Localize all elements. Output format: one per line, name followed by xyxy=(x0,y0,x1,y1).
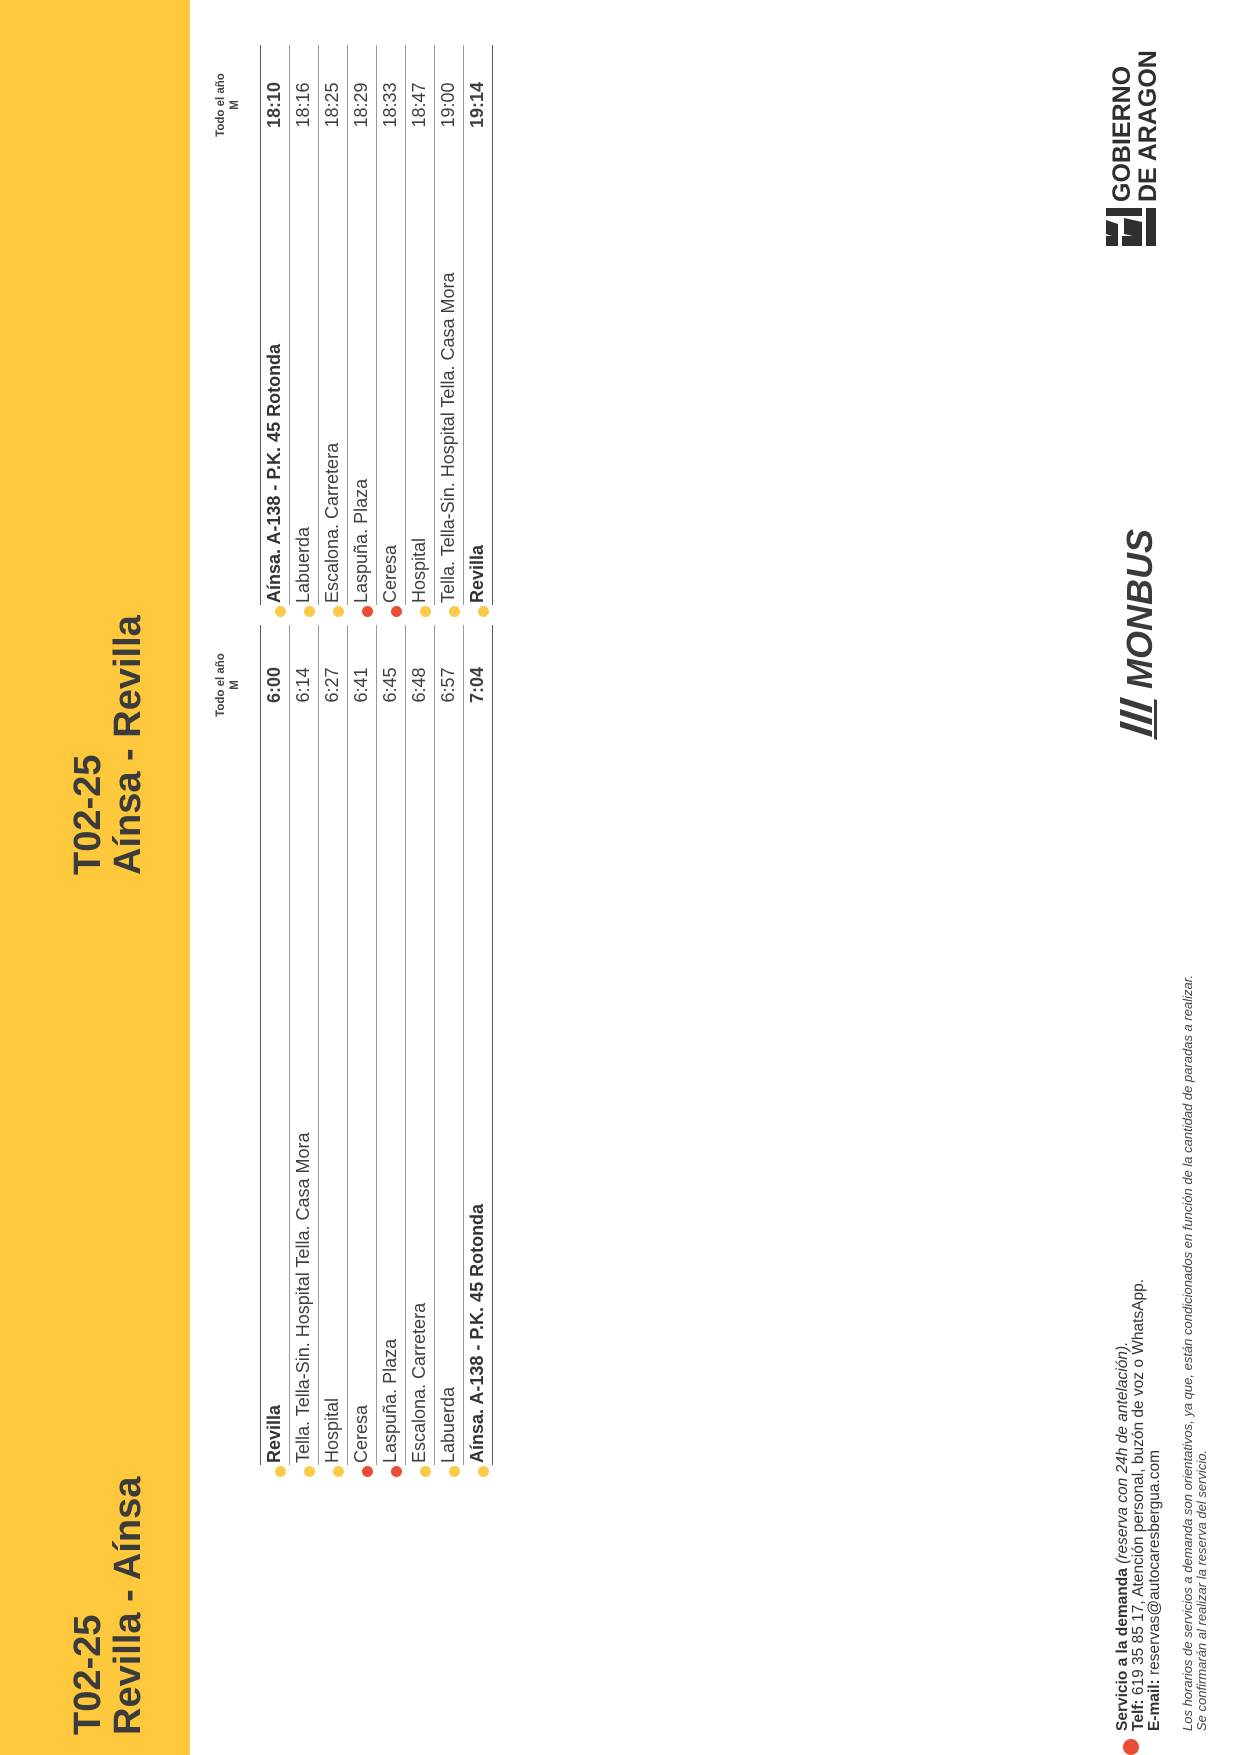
stop-time: 6:27 xyxy=(322,667,342,703)
stop-dot-icon xyxy=(304,1466,315,1477)
stop-name: Labuerda xyxy=(438,1386,458,1463)
table-row xyxy=(435,625,464,1465)
stop-name: Aínsa. A-138 - P.K. 45 Rotonda xyxy=(467,1203,487,1463)
route-1-title xyxy=(68,1477,148,1735)
stop-name: Escalona. Carretera xyxy=(322,442,342,603)
stop-name: Laspuña. Plaza xyxy=(380,1338,400,1463)
table-row xyxy=(319,625,348,1465)
on-demand-dot-icon xyxy=(362,1466,373,1477)
route-2-title xyxy=(68,615,148,875)
column-header xyxy=(214,45,242,165)
stop-time: 18:25 xyxy=(322,82,342,128)
stop-name: Tella. Tella-Sin. Hospital Tella. Casa Mora xyxy=(438,272,458,603)
stop-name: Ceresa xyxy=(380,544,400,603)
monbus-wordmark: MONBUS xyxy=(1119,529,1160,689)
stop-dot-icon xyxy=(478,1466,489,1477)
table-row xyxy=(260,45,290,605)
stop-time: 6:48 xyxy=(409,667,429,703)
gobierno-line-1: GOBIERNO xyxy=(1108,65,1136,202)
stop-dot-icon xyxy=(478,606,489,617)
table-row xyxy=(290,45,319,605)
stop-time: 6:00 xyxy=(264,666,284,704)
stop-rows xyxy=(260,45,493,605)
stop-dot-icon xyxy=(275,606,286,617)
stop-name: Aínsa. A-138 - P.K. 45 Rotonda xyxy=(264,343,284,603)
route-name: Aínsa - Revilla xyxy=(107,615,149,875)
route-code: T02-25 xyxy=(67,1614,109,1735)
stop-rows xyxy=(260,625,493,1465)
stop-name: Labuerda xyxy=(293,526,313,603)
table-row xyxy=(377,625,406,1465)
stop-name: Laspuña. Plaza xyxy=(351,478,371,603)
stop-time: 18:29 xyxy=(351,82,371,128)
disclaimer-line-1: Los horarios de servicios a demanda son orientativos, ya que, están condicionados en función de la cantidad de paradas a realizar. xyxy=(1180,974,1195,1731)
header-season: Todo el año xyxy=(215,653,227,717)
on-demand-dot-icon xyxy=(391,1466,402,1477)
stop-time: 18:10 xyxy=(264,81,284,129)
on-demand-dot-icon xyxy=(362,606,373,617)
route-name: Revilla - Aínsa xyxy=(107,1476,149,1735)
header-code: M xyxy=(229,100,241,110)
disclaimer-line-2: Se confirmarán al realizar la reserva del servicio. xyxy=(1193,1449,1209,1731)
table-row xyxy=(348,625,377,1465)
table-row xyxy=(348,45,377,605)
stop-dot-icon xyxy=(420,1466,431,1477)
route-code: T02-25 xyxy=(67,754,109,875)
stop-name: Ceresa xyxy=(351,1404,371,1463)
footer-contact xyxy=(1115,1279,1163,1731)
aragon-emblem-icon xyxy=(1106,208,1156,246)
email-text: reservas@autocaresbergua.com xyxy=(1146,1449,1163,1675)
stop-dot-icon xyxy=(449,606,460,617)
stop-time: 6:14 xyxy=(293,667,313,703)
stop-time: 7:04 xyxy=(467,666,487,704)
stop-time: 18:16 xyxy=(293,82,313,128)
table-row xyxy=(260,625,290,1465)
stop-time: 19:14 xyxy=(467,81,487,129)
stop-dot-icon xyxy=(333,1466,344,1477)
stop-name: Hospital xyxy=(409,537,429,603)
stop-name: Revilla xyxy=(467,544,487,603)
stop-dot-icon xyxy=(420,606,431,617)
header-code: M xyxy=(229,680,241,690)
stop-name: Escalona. Carretera xyxy=(409,1302,429,1463)
table-row xyxy=(377,45,406,605)
stop-name: Tella. Tella-Sin. Hospital Tella. Casa Mora xyxy=(293,1132,313,1463)
tel-label: Telf: xyxy=(1130,1699,1147,1731)
table-row xyxy=(435,45,464,605)
table-row xyxy=(290,625,319,1465)
gobierno-line-2: DE ARAGON xyxy=(1134,50,1162,202)
tel-text: 619 35 85 17, Atención personal, buzón de voz o WhatsApp. xyxy=(1130,1278,1147,1696)
stop-time: 6:57 xyxy=(438,667,458,703)
stop-name: Hospital xyxy=(322,1397,342,1463)
stop-time: 18:33 xyxy=(380,82,400,128)
table-row xyxy=(464,45,493,605)
stop-time: 6:45 xyxy=(380,667,400,703)
demand-title: Servicio a la demanda xyxy=(1114,1568,1131,1731)
email-label: E-mail: xyxy=(1146,1679,1163,1731)
on-demand-dot-icon xyxy=(391,606,402,617)
column-header xyxy=(214,625,242,745)
disclaimer xyxy=(1181,975,1208,1731)
table-row xyxy=(406,45,435,605)
stop-time: 6:41 xyxy=(351,667,371,703)
monbus-logo xyxy=(1108,517,1163,747)
stop-time: 18:47 xyxy=(409,82,429,128)
table-row xyxy=(406,625,435,1465)
gobierno-aragon-logo xyxy=(1098,50,1168,250)
table-row xyxy=(319,45,348,605)
stop-name: Revilla xyxy=(264,1404,284,1463)
header-season: Todo el año xyxy=(215,73,227,137)
table-row xyxy=(464,625,493,1465)
stop-dot-icon xyxy=(275,1466,286,1477)
stop-dot-icon xyxy=(449,1466,460,1477)
stop-dot-icon xyxy=(333,606,344,617)
on-demand-dot-icon xyxy=(1123,1739,1139,1755)
stop-dot-icon xyxy=(304,606,315,617)
bus-bars-icon xyxy=(1120,697,1157,740)
stop-time: 19:00 xyxy=(438,82,458,128)
demand-note: (reserva con 24h de antelación). xyxy=(1114,1341,1131,1564)
